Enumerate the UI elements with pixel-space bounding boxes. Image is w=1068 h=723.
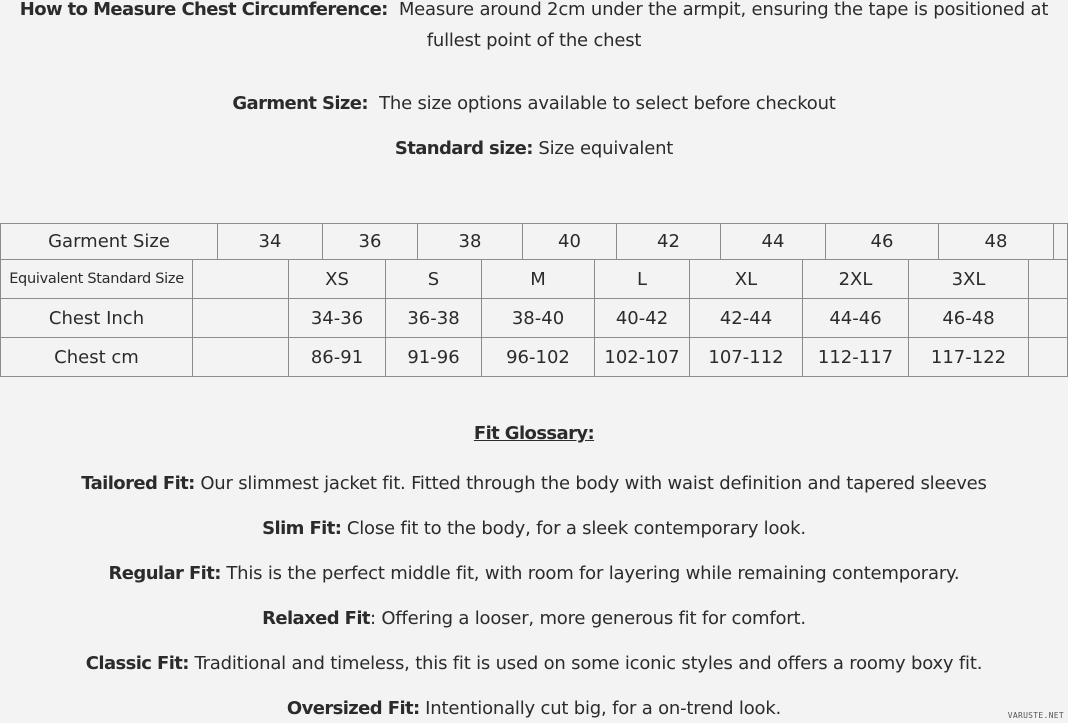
garment-size-cell: 44 — [721, 224, 826, 260]
garment-size-row — [1, 224, 1068, 260]
watermark: VARUSTE.NET — [1007, 711, 1064, 720]
table-cell: 34-36 — [289, 299, 386, 338]
table-cell: 40-42 — [595, 299, 690, 338]
fit-item-regular — [0, 560, 1068, 588]
fit-description: : Offering a looser, more generous fit for comfort. — [369, 608, 806, 629]
row-label: Chest cm — [1, 338, 193, 377]
fit-item-oversized — [0, 695, 1068, 723]
garment-size-cell: 34 — [218, 224, 323, 260]
table-cell: 96-102 — [482, 338, 595, 377]
fit-description: Traditional and timeless, this fit is used on some iconic styles and offers a roomy boxy fit. — [194, 653, 983, 674]
garment-size-definition — [0, 88, 1068, 119]
table-cell: 102-107 — [595, 338, 690, 377]
size-conversion-table — [0, 259, 1068, 377]
table-cell: 42-44 — [690, 299, 803, 338]
table-cell: 36-38 — [386, 299, 482, 338]
table-cell: 46-48 — [909, 299, 1029, 338]
standard-size-definition — [0, 133, 1068, 164]
garment-size-cell: 40 — [523, 224, 617, 260]
table-cell: 112-117 — [803, 338, 909, 377]
measure-text: Measure around 2cm under the armpit, ensuring the tape is positioned at fullest point of the chest — [398, 0, 1049, 51]
table-cell: 2XL — [803, 260, 909, 299]
fit-description: This is the perfect middle fit, with room for layering while remaining contemporary. — [226, 563, 960, 584]
garment-size-label: Garment Size: — [232, 93, 369, 114]
row-label: Equivalent Standard Size — [1, 260, 193, 299]
fit-item-slim — [0, 515, 1068, 543]
table-row — [1, 338, 1068, 377]
empty-cell — [1029, 260, 1068, 299]
table-cell: 3XL — [909, 260, 1029, 299]
table-cell: 86-91 — [289, 338, 386, 377]
table-cell: 38-40 — [482, 299, 595, 338]
table-cell: 117-122 — [909, 338, 1029, 377]
fit-description: Our slimmest jacket fit. Fitted through the body with waist definition and tapered sleeves — [200, 473, 987, 494]
measure-instructions — [0, 0, 1068, 56]
empty-cell — [193, 260, 289, 299]
fit-name: Regular Fit: — [108, 563, 221, 584]
measure-label: How to Measure Chest Circumference: — [19, 0, 388, 20]
garment-size-table — [0, 223, 1068, 260]
fit-name: Relaxed Fit — [262, 608, 370, 629]
table-cell: M — [482, 260, 595, 299]
fit-name: Classic Fit: — [85, 653, 189, 674]
fit-name: Oversized Fit: — [286, 698, 420, 719]
fit-name: Tailored Fit: — [81, 473, 195, 494]
row-label: Chest Inch — [1, 299, 193, 338]
fit-name: Slim Fit: — [262, 518, 342, 539]
standard-size-text: Size equivalent — [538, 138, 674, 159]
garment-size-cell: 38 — [418, 224, 523, 260]
fit-item-tailored — [0, 470, 1068, 498]
table-cell: XL — [690, 260, 803, 299]
empty-cell — [1029, 299, 1068, 338]
garment-size-cell: 46 — [826, 224, 939, 260]
garment-size-cell: 48 — [939, 224, 1054, 260]
fit-glossary-title: Fit Glossary: — [473, 423, 595, 444]
garment-size-cell: 42 — [617, 224, 721, 260]
fit-item-classic — [0, 650, 1068, 678]
garment-size-row-label: Garment Size — [1, 224, 218, 260]
table-cell: XS — [289, 260, 386, 299]
table-cell: 107-112 — [690, 338, 803, 377]
table-cell: 91-96 — [386, 338, 482, 377]
empty-cell — [193, 299, 289, 338]
empty-cell — [193, 338, 289, 377]
garment-size-text: The size options available to select before checkout — [379, 93, 836, 114]
garment-size-cell: 36 — [323, 224, 418, 260]
fit-description: Close fit to the body, for a sleek contemporary look. — [346, 518, 806, 539]
empty-cell — [1029, 338, 1068, 377]
fit-item-relaxed — [0, 605, 1068, 633]
standard-size-label: Standard size: — [394, 138, 533, 159]
table-row — [1, 299, 1068, 338]
table-cell: S — [386, 260, 482, 299]
empty-cell — [1054, 224, 1068, 260]
table-cell: 44-46 — [803, 299, 909, 338]
table-row — [1, 260, 1068, 299]
table-cell: L — [595, 260, 690, 299]
fit-description: Intentionally cut big, for a on-trend look. — [425, 698, 782, 719]
